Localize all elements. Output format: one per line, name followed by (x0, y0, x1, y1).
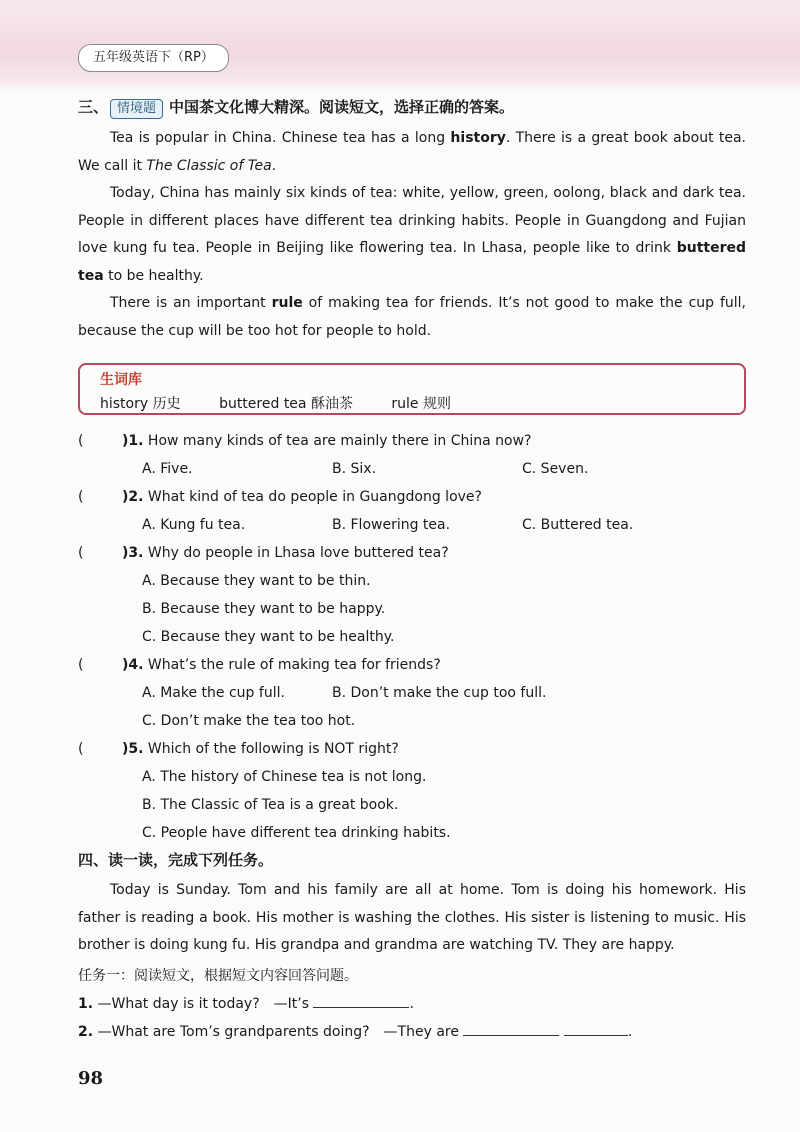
question-number: )3. (122, 545, 144, 561)
answer-paren[interactable]: ( (78, 489, 84, 505)
book-title: The Classic of Tea (146, 157, 272, 174)
option-c: C. Buttered tea. (522, 517, 634, 533)
question-number: )1. (122, 433, 144, 449)
short-answer-1 (78, 990, 746, 1018)
p2-end: to be healthy. (103, 267, 204, 284)
option-c: C. Seven. (522, 461, 589, 477)
option-c: C. Don’t make the tea too hot. (142, 713, 356, 729)
p1-text-2: . There is a great book about tea. We call it (78, 130, 747, 174)
answer-paren[interactable]: ( (78, 657, 84, 673)
question-2-options (78, 511, 746, 539)
question-end: . (409, 995, 414, 1012)
question-number: 2. (78, 1023, 94, 1040)
paragraph-3 (78, 290, 746, 345)
answer-blank[interactable] (313, 991, 409, 1008)
option-b: B. Because they want to be happy. (142, 601, 386, 617)
question-number: )2. (122, 489, 144, 505)
vocabulary-items (100, 393, 724, 415)
option-b: B. Six. (332, 461, 377, 477)
question-text: Which of the following is NOT right? (143, 741, 399, 757)
question-number: )5. (122, 741, 144, 757)
option-a: A. Kung fu tea. (142, 517, 246, 533)
p1-end: . (271, 157, 277, 174)
keyword-history: history (450, 130, 506, 146)
answer-blank[interactable] (463, 1019, 559, 1036)
option-a: A. Make the cup full. (142, 685, 285, 701)
option-b: B. The Classic of Tea is a great book. (142, 797, 399, 813)
task-1-instruction: 任务一：阅读短文，根据短文内容回答问题。 (78, 967, 358, 984)
situation-tag: 情境题 (110, 99, 163, 119)
vocab-item: history 历史 (100, 396, 181, 412)
option-a: A. Five. (142, 461, 193, 477)
book-label: 五年级英语下（RP） (78, 44, 229, 72)
answer-paren[interactable]: ( (78, 433, 84, 449)
option-c: C. People have different tea drinking habits. (142, 825, 451, 841)
question-text: Why do people in Lhasa love buttered tea? (143, 545, 449, 561)
p3-end: of making tea for friends. It’s not good to make the cup full, because the cup will be too hot for people to hold. (78, 295, 746, 339)
question-number: )4. (122, 657, 144, 673)
short-answer-2 (78, 1018, 746, 1046)
question-text: How many kinds of tea are mainly there in China now? (143, 433, 532, 449)
vocab-item: buttered tea 酥油茶 (219, 396, 353, 412)
vocabulary-title: 生词库 (100, 372, 142, 388)
p1-text: Tea is popular in China. Chinese tea has a long (110, 130, 451, 146)
question-number: 1. (78, 995, 94, 1012)
paragraph-2 (78, 180, 746, 290)
question-1 (78, 427, 746, 455)
section4-passage: Today is Sunday. Tom and his family are all at home. Tom is doing his homework. His father is reading a book. His mother is washing the clothes. His sister is listening to music. His brother is doing kung fu. His grandpa and grandma are watching TV. They are happy. (78, 882, 746, 953)
option-a: A. Because they want to be thin. (142, 573, 371, 589)
option-b: B. Flowering tea. (332, 517, 451, 533)
p3-text: There is an important (110, 295, 272, 311)
answer-paren[interactable]: ( (78, 545, 84, 561)
question-4 (78, 651, 746, 679)
question-1-options (78, 455, 746, 483)
question-4-options (78, 679, 746, 707)
question-text: What’s the rule of making tea for friends? (143, 657, 441, 673)
question-text: What kind of tea do people in Guangdong love? (143, 489, 482, 505)
question-3 (78, 539, 746, 567)
answer-blank[interactable] (564, 1019, 628, 1036)
section4-heading: 四、读一读，完成下列任务。 (78, 851, 274, 869)
p2-text: Today, China has mainly six kinds of tea: white, yellow, green, oolong, black and dark tea. People in different places have different tea drinking habits. People in Guangdong and Fujian love kung fu tea. People in Beijing like flowering tea. In Lhasa, people like to drink (78, 185, 746, 256)
paragraph-1 (78, 125, 746, 180)
question-text: —What day is it today? —It’s (93, 995, 314, 1012)
vocabulary-box (78, 363, 746, 415)
question-text: —What are Tom’s grandparents doing? —They are (93, 1023, 464, 1040)
page-content (78, 96, 746, 1046)
option-b: B. Don’t make the cup too full. (332, 685, 547, 701)
option-a: A. The history of Chinese tea is not long. (142, 769, 427, 785)
question-end: . (627, 1023, 633, 1040)
keyword-buttered-tea: buttered tea (78, 240, 746, 284)
option-c: C. Because they want to be healthy. (142, 629, 395, 645)
section3-heading (78, 96, 746, 119)
question-5 (78, 735, 746, 763)
page-number: 98 (78, 1068, 104, 1089)
section3-title: 中国茶文化博大精深。阅读短文，选择正确的答案。 (169, 98, 515, 116)
section3-number: 三、 (78, 98, 109, 116)
keyword-rule: rule (271, 295, 303, 311)
answer-paren[interactable]: ( (78, 741, 84, 757)
header-band (0, 0, 800, 92)
question-2 (78, 483, 746, 511)
vocab-item: rule 规则 (391, 396, 451, 412)
